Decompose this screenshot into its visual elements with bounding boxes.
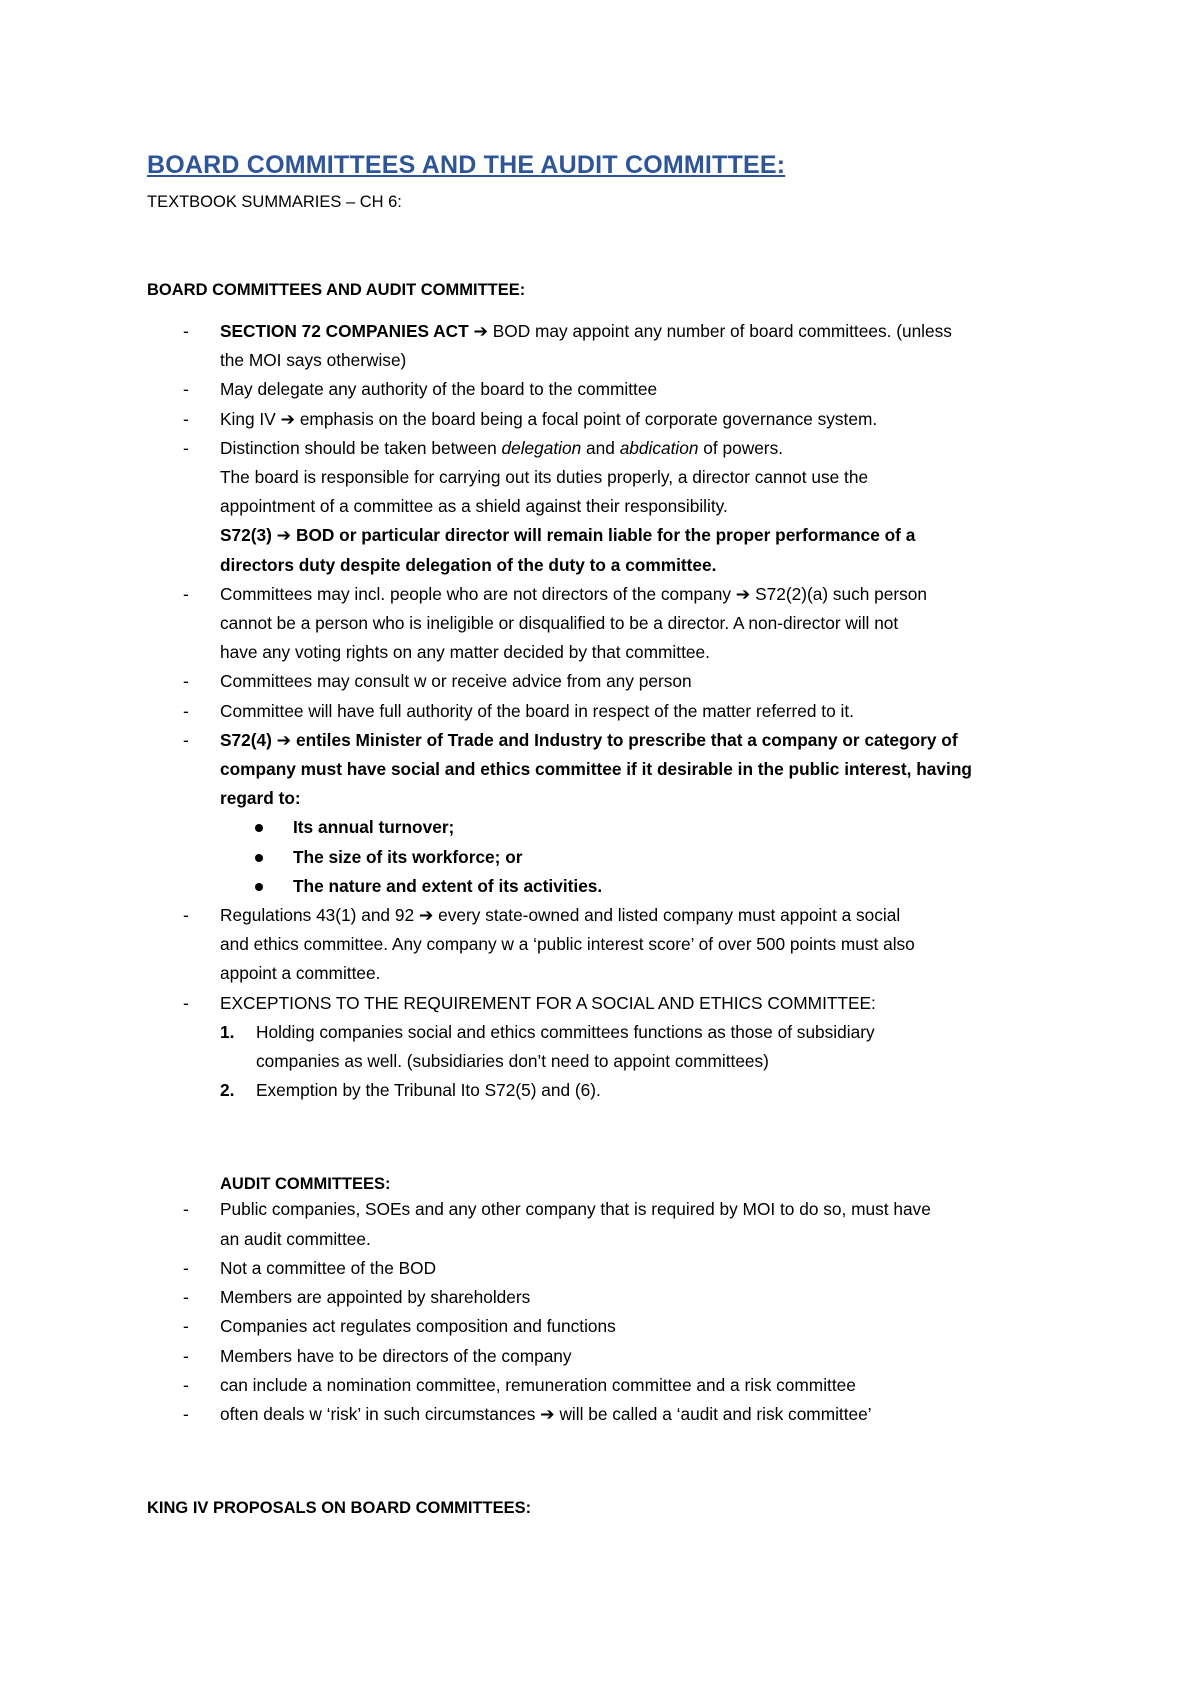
list-item: - EXCEPTIONS TO THE REQUIREMENT FOR A SOCIAL AND ETHICS COMMITTEE: — [147, 989, 1067, 1018]
bullet-item: The nature and extent of its activities. — [147, 872, 1067, 901]
dash-marker: - — [183, 905, 189, 926]
dash-marker: - — [183, 1257, 189, 1278]
dash-marker: - — [183, 700, 189, 721]
list-item: - can include a nomination committee, remuneration committee and a risk committee — [147, 1371, 1067, 1400]
dash-marker: - — [183, 321, 189, 341]
bullet-item: Its annual turnover; — [147, 813, 1067, 842]
arrow-icon: ➔ — [540, 1403, 555, 1424]
dash-marker: - — [183, 1403, 189, 1424]
list-item: - Members are appointed by shareholders — [147, 1283, 1067, 1312]
bullet-dot-icon — [255, 824, 263, 832]
list-item: - Not a committee of the BOD — [147, 1254, 1067, 1283]
audit-committees-list — [147, 1195, 1067, 1429]
item-number: 2. — [220, 1080, 235, 1101]
board-committees-list — [147, 317, 1067, 1105]
numbered-item: 1. Holding companies social and ethics committees functions as those of subsidiary companies as well. (subsidiaries don’t need to appoint committees) — [147, 1018, 1067, 1076]
dash-marker: - — [183, 1374, 189, 1395]
arrow-icon: ➔ — [473, 321, 488, 341]
bullet-item: The size of its workforce; or — [147, 843, 1067, 872]
numbered-item: 2. Exemption by the Tribunal Ito S72(5) and (6). — [147, 1076, 1067, 1105]
list-item: - S72(4) ➔ entiles Minister of Trade and Industry to prescribe that a company or category of company must have social and ethics committee if it desirable in the public interest, having regard to: — [147, 726, 1067, 814]
item-number: 1. — [220, 1021, 235, 1042]
list-item: - Committees may consult w or receive advice from any person — [147, 667, 1067, 696]
arrow-icon: ➔ — [276, 525, 292, 546]
section-heading-king-iv: KING IV PROPOSALS ON BOARD COMMITTEES: — [147, 1499, 532, 1518]
list-item: - often deals w ‘risk’ in such circumstances ➔ will be called a ‘audit and risk committee’ — [147, 1400, 1067, 1429]
dash-marker: - — [183, 583, 189, 604]
document-content — [147, 148, 1067, 1519]
dash-marker: - — [183, 729, 189, 750]
bullet-dot-icon — [255, 883, 263, 891]
dash-marker: - — [183, 1287, 189, 1308]
list-item: - Regulations 43(1) and 92 ➔ every state-owned and listed company must appoint a social and ethics committee. Any company w a ‘public interest score’ of over 500 points must also appoint a committee. — [147, 901, 1067, 989]
arrow-icon: ➔ — [735, 583, 751, 604]
dash-marker: - — [183, 671, 189, 692]
arrow-icon: ➔ — [276, 729, 292, 750]
list-item: - Committee will have full authority of the board in respect of the matter referred to it. — [147, 697, 1067, 726]
list-item: - SECTION 72 COMPANIES ACT ➔ BOD may appoint any number of board committees. (unless the MOI says otherwise) — [147, 317, 1067, 375]
list-item: - Public companies, SOEs and any other company that is required by MOI to do so, must have an audit committee. — [147, 1195, 1067, 1253]
arrow-icon: ➔ — [280, 408, 296, 429]
bullet-dot-icon — [255, 854, 263, 862]
dash-marker: - — [183, 1316, 189, 1337]
document-title: BOARD COMMITTEES AND THE AUDIT COMMITTEE: — [147, 151, 786, 179]
document-subtitle: TEXTBOOK SUMMARIES – CH 6: — [147, 193, 402, 211]
section-heading-board-committees: BOARD COMMITTEES AND AUDIT COMMITTEE: — [147, 281, 526, 299]
dash-marker: - — [183, 408, 189, 429]
list-item: - Committees may incl. people who are not directors of the company ➔ S72(2)(a) such person cannot be a person who is ineligible or disqualified to be a director. A non-director will not have any voting rights on any matter decided by that committee. — [147, 580, 1067, 668]
dash-marker: - — [183, 1345, 189, 1366]
section-heading-audit-committees: AUDIT COMMITTEES: — [220, 1175, 391, 1194]
list-item: - King IV ➔ emphasis on the board being a focal point of corporate governance system. — [147, 405, 1067, 434]
dash-marker: - — [183, 992, 189, 1013]
list-item: - Companies act regulates composition and functions — [147, 1312, 1067, 1341]
dash-marker: - — [183, 379, 189, 400]
list-item: - May delegate any authority of the board to the committee — [147, 375, 1067, 404]
dash-marker: - — [183, 1199, 189, 1220]
list-item: - Members have to be directors of the company — [147, 1342, 1067, 1371]
list-item: - Distinction should be taken between delegation and abdication of powers. The board is responsible for carrying out its duties properly, a director cannot use the appointment of a committee as a shield against their responsibility. S72(3) ➔ BOD or particular director will remain liable for the proper performance of a directors duty despite delegation of the duty to a committee. — [147, 434, 1067, 580]
dash-marker: - — [183, 437, 189, 458]
arrow-icon: ➔ — [418, 905, 434, 926]
